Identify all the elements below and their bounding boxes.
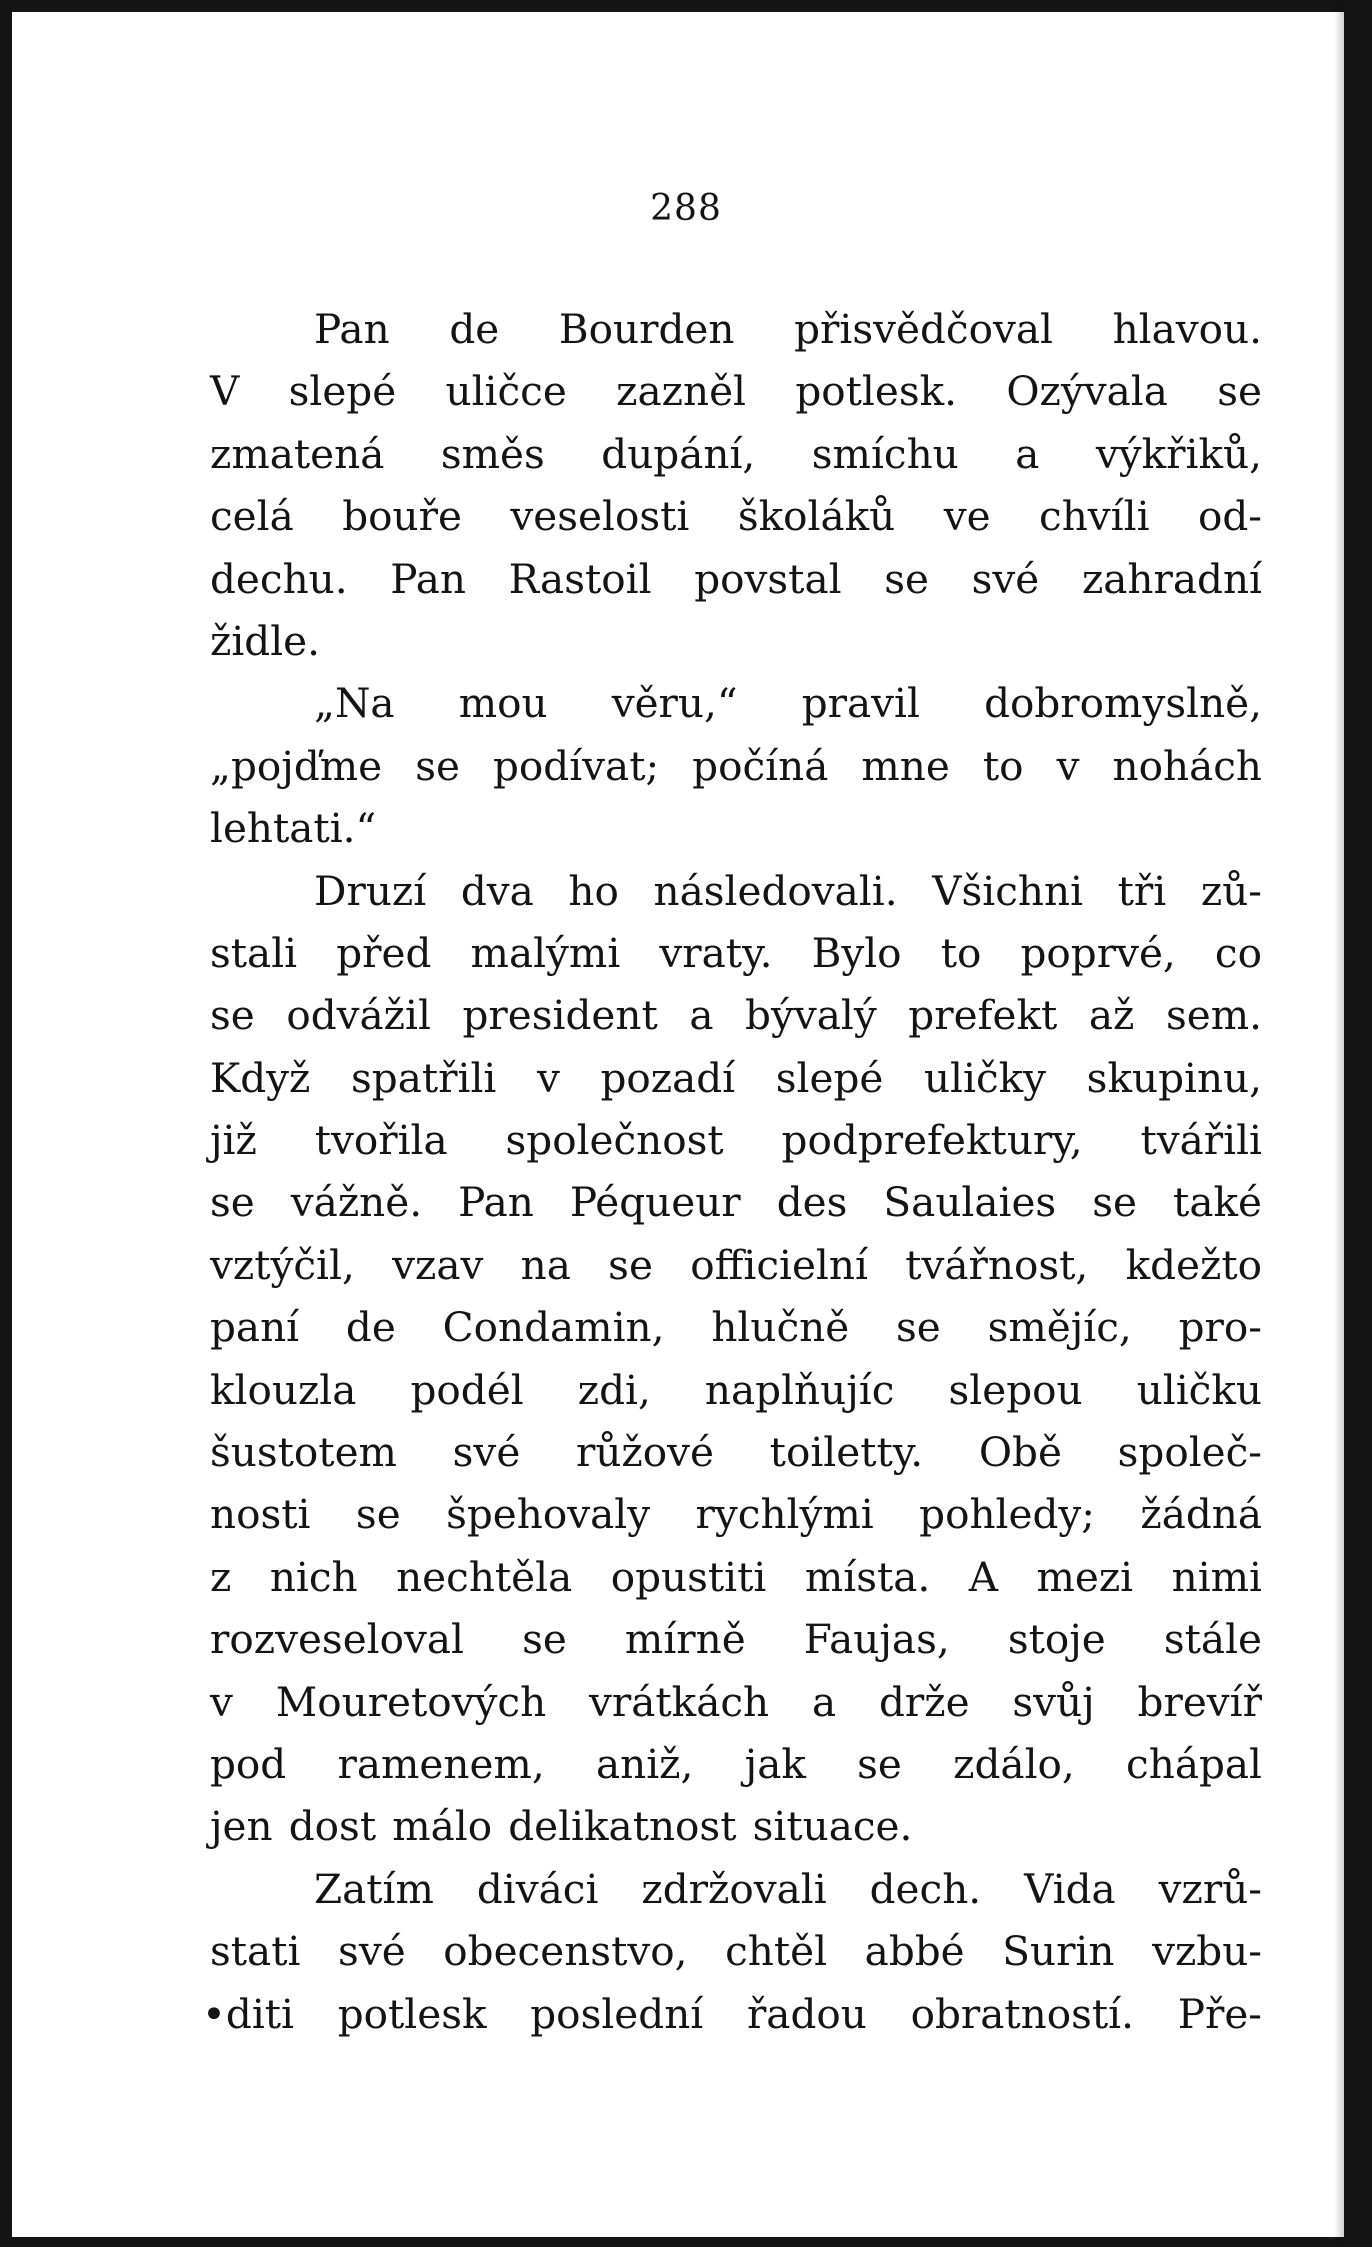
text-line: zmatená směs dupání, smíchu a výkřiků,: [210, 429, 1262, 478]
text-line: rozveseloval se mírně Faujas, stoje stále: [210, 1615, 1262, 1664]
text-line: klouzla podél zdi, naplňujíc slepou uličku: [210, 1365, 1262, 1414]
text-line: „Na mou věru,“ pravil dobromyslně,: [314, 679, 1262, 728]
page-number: 288: [650, 188, 722, 229]
text-line: Druzí dva ho následovali. Všichni tři zů-: [314, 866, 1262, 915]
text-line: jen dost málo delikatnost situace.: [210, 1802, 913, 1851]
text-line: Když spatřili v pozadí slepé uličky skupinu,: [210, 1053, 1262, 1102]
body-text: [202, 298, 1262, 2045]
text-line: vztýčil, vzav na se officielní tvářnost, kdežto: [210, 1240, 1262, 1289]
text-line: V slepé uličce zazněl potlesk. Ozývala se: [210, 367, 1262, 416]
text-line: nosti se špehovaly rychlými pohledy; žádná: [210, 1490, 1262, 1539]
text-line: Pan de Bourden přisvědčoval hlavou.: [314, 305, 1262, 353]
text-line: stali před malými vraty. Bylo to poprvé, co: [210, 928, 1262, 977]
text-line: Zatím diváci zdržovali dech. Vida vzrů-: [314, 1864, 1262, 1913]
text-line: se vážně. Pan Péqueur des Saulaies se také: [210, 1178, 1262, 1227]
text-line: dechu. Pan Rastoil povstal se své zahradní: [210, 554, 1262, 603]
text-line: z nich nechtěla opustiti místa. A mezi nimi: [210, 1552, 1262, 1601]
text-line: již tvořila společnost podprefektury, tvářili: [210, 1116, 1262, 1165]
text-line: šustotem své růžové toiletty. Obě společ-: [210, 1428, 1262, 1477]
text-line: stati své obecenstvo, chtěl abbé Surin vzbu-: [210, 1927, 1262, 1976]
text-line: židle.: [210, 616, 321, 665]
page-edge-shadow: [1334, 0, 1344, 2247]
text-line: lehtati.“: [210, 804, 377, 853]
text-line: v Mouretových vrátkách a drže svůj brevíř: [210, 1677, 1262, 1726]
text-line: „pojďme se podívat; počíná mne to v nohách: [210, 741, 1262, 790]
text-line: se odvážil president a bývalý prefekt až sem.: [210, 991, 1262, 1040]
text-line: •diti potlesk poslední řadou obratností. Pře-: [202, 1989, 1262, 2038]
text-line: pod ramenem, aniž, jak se zdálo, chápal: [210, 1739, 1262, 1788]
text-line: celá bouře veselosti školáků ve chvíli od-: [210, 492, 1262, 541]
text-line: paní de Condamin, hlučně se smějíc, pro-: [210, 1303, 1262, 1352]
